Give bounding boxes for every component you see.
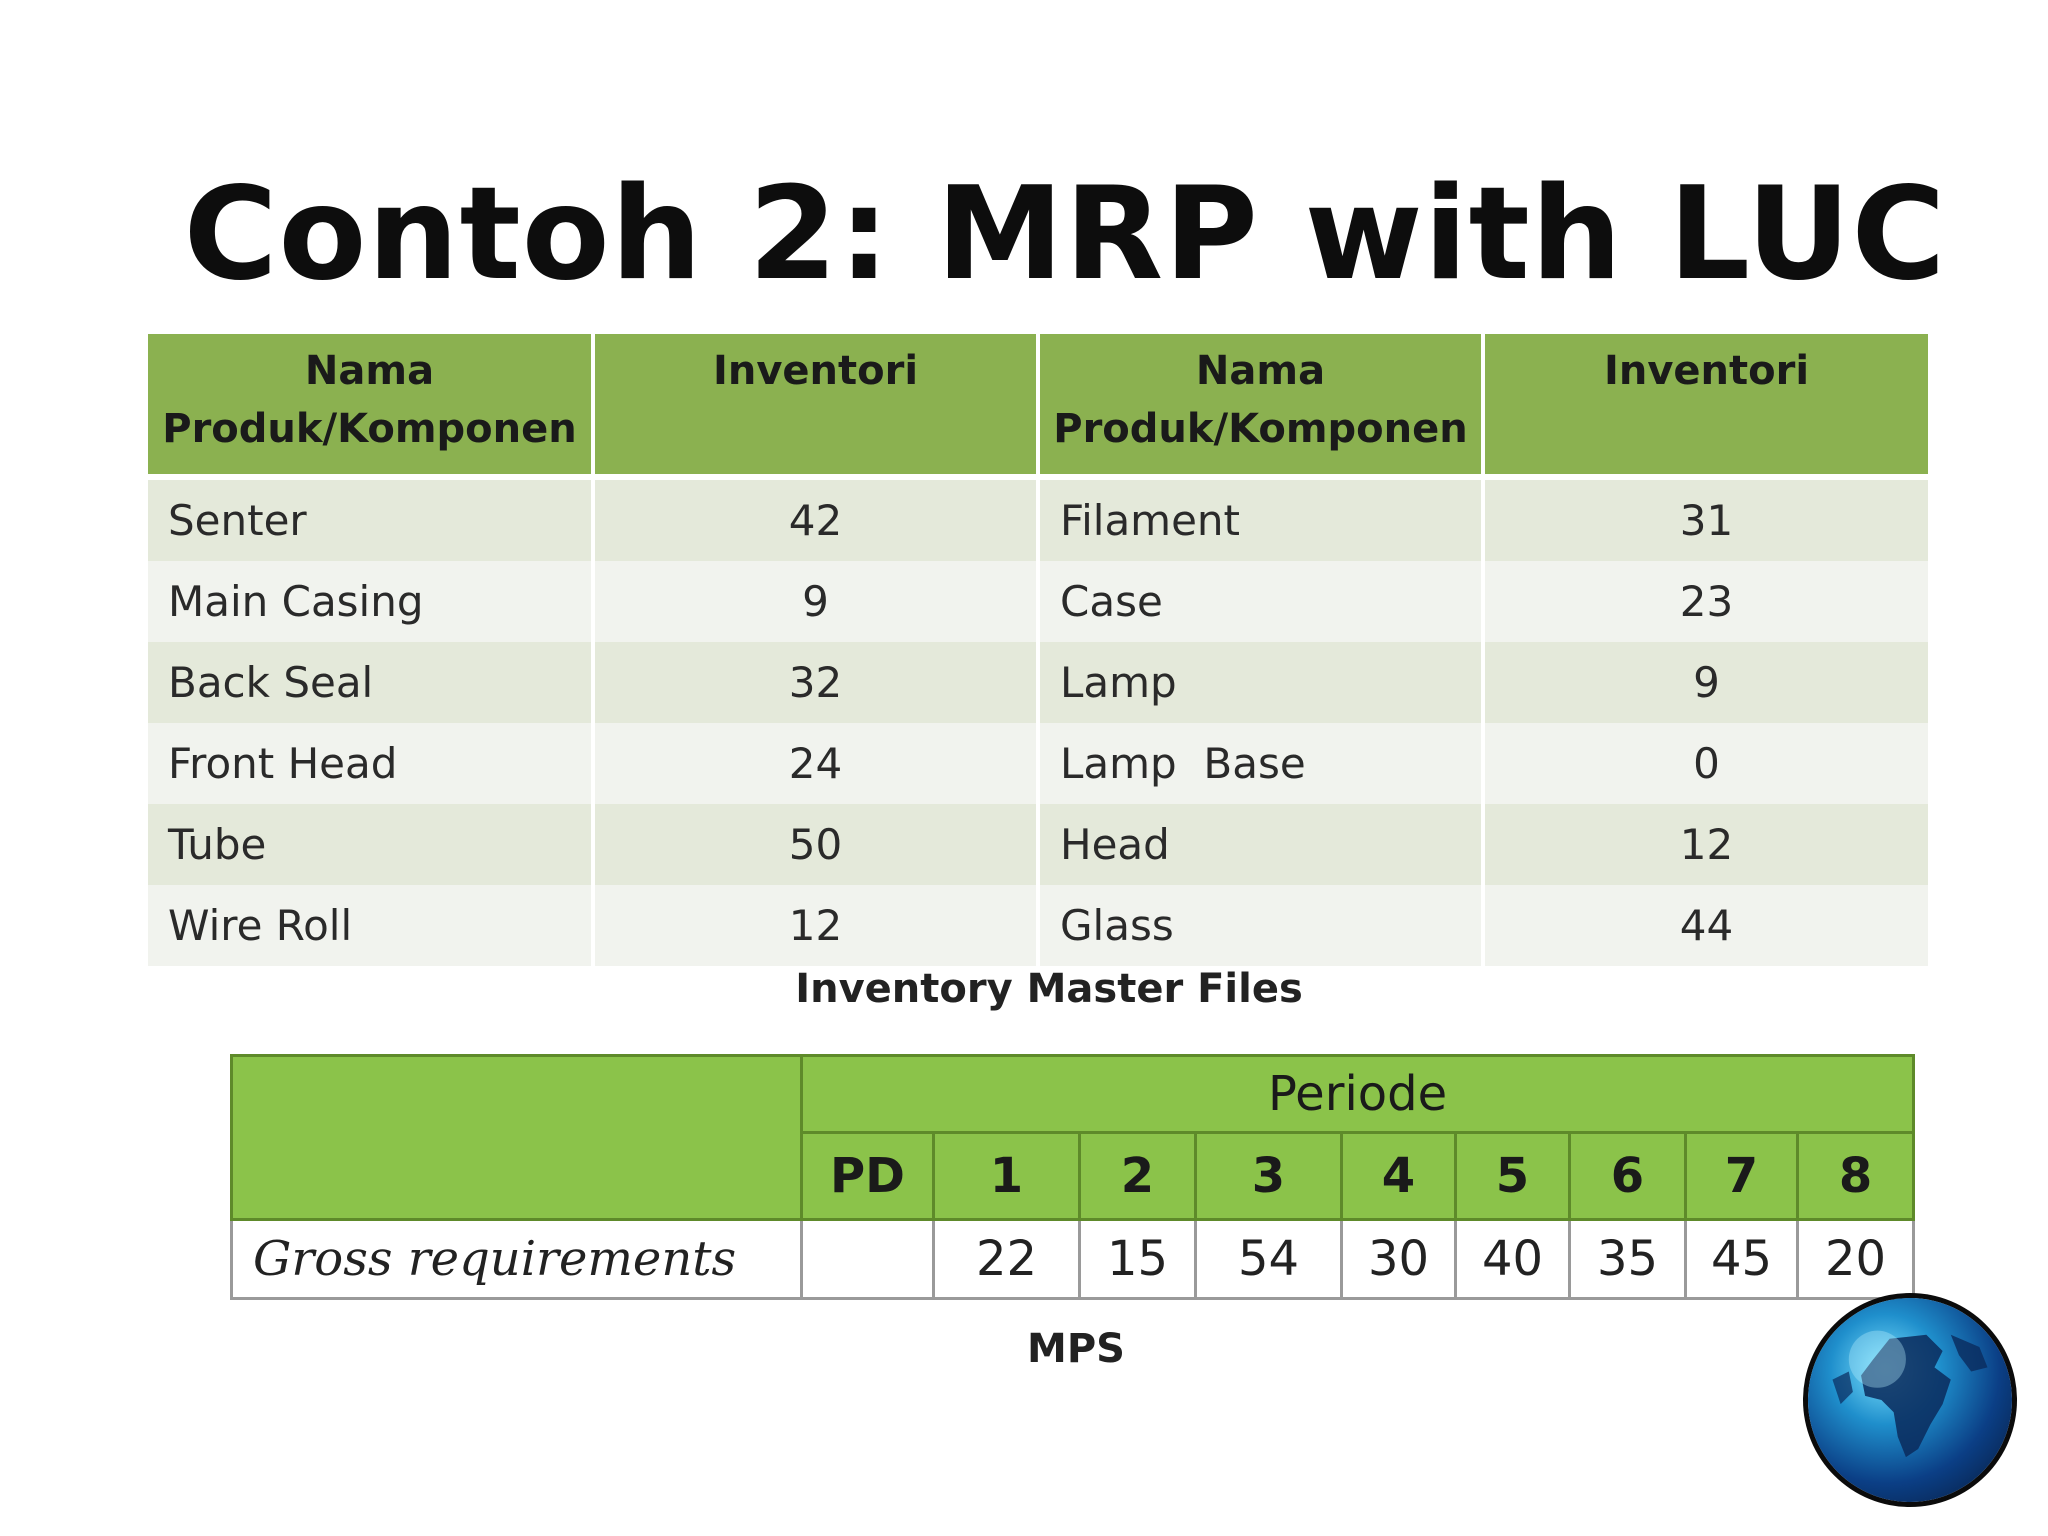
period-header-8: 8	[1798, 1133, 1914, 1220]
slide-title: Contoh 2: MRP with LUC	[183, 160, 1947, 309]
gross-req-3: 54	[1196, 1220, 1342, 1299]
inventory-value: 23	[1483, 561, 1928, 642]
header-nama-produk-1: Nama Produk/Komponen	[148, 334, 593, 477]
table-row	[148, 642, 1928, 723]
periode-header: Periode	[802, 1056, 1914, 1133]
globe-icon-graphic	[1808, 1298, 2012, 1502]
table-row	[148, 477, 1928, 561]
inventory-value: 50	[593, 804, 1038, 885]
gross-req-2: 15	[1080, 1220, 1196, 1299]
product-name: Lamp Base	[1038, 723, 1483, 804]
inventory-value: 12	[593, 885, 1038, 966]
period-header-pd: PD	[802, 1133, 934, 1220]
inventory-value: 32	[593, 642, 1038, 723]
header-inventori-1: Inventori	[593, 334, 1038, 477]
period-header-7: 7	[1686, 1133, 1798, 1220]
period-header-4: 4	[1342, 1133, 1456, 1220]
table-row	[148, 804, 1928, 885]
product-name: Wire Roll	[148, 885, 593, 966]
inventory-value: 9	[593, 561, 1038, 642]
inventory-caption: Inventory Master Files	[795, 966, 1303, 1012]
product-name: Senter	[148, 477, 593, 561]
product-name: Head	[1038, 804, 1483, 885]
period-header-1: 1	[934, 1133, 1080, 1220]
mps-caption: MPS	[1027, 1326, 1125, 1372]
gross-req-4: 30	[1342, 1220, 1456, 1299]
gross-requirements-label: Gross requirements	[232, 1220, 802, 1299]
inventory-value: 24	[593, 723, 1038, 804]
product-name: Case	[1038, 561, 1483, 642]
period-header-6: 6	[1570, 1133, 1686, 1220]
product-name: Glass	[1038, 885, 1483, 966]
product-name: Front Head	[148, 723, 593, 804]
inventory-value: 44	[1483, 885, 1928, 966]
gross-req-pd	[802, 1220, 934, 1299]
inventory-value: 12	[1483, 804, 1928, 885]
table-row	[148, 561, 1928, 642]
product-name: Main Casing	[148, 561, 593, 642]
period-header-2: 2	[1080, 1133, 1196, 1220]
gross-req-1: 22	[934, 1220, 1080, 1299]
gross-requirements-row	[232, 1220, 1914, 1299]
mps-table	[230, 1054, 1915, 1300]
product-name: Lamp	[1038, 642, 1483, 723]
period-header-5: 5	[1456, 1133, 1570, 1220]
product-name: Back Seal	[148, 642, 593, 723]
product-name: Filament	[1038, 477, 1483, 561]
inventory-value: 9	[1483, 642, 1928, 723]
gross-req-5: 40	[1456, 1220, 1570, 1299]
gross-req-7: 45	[1686, 1220, 1798, 1299]
inventory-master-table	[148, 334, 1928, 966]
header-inventori-2: Inventori	[1483, 334, 1928, 477]
product-name: Tube	[148, 804, 593, 885]
mps-corner-cell	[232, 1056, 802, 1220]
gross-req-6: 35	[1570, 1220, 1686, 1299]
period-header-3: 3	[1196, 1133, 1342, 1220]
header-nama-produk-2: Nama Produk/Komponen	[1038, 334, 1483, 477]
table-row	[148, 723, 1928, 804]
globe-icon	[1808, 1298, 2012, 1502]
table-row	[148, 885, 1928, 966]
inventory-value: 0	[1483, 723, 1928, 804]
inventory-value: 31	[1483, 477, 1928, 561]
gross-req-8: 20	[1798, 1220, 1914, 1299]
inventory-value: 42	[593, 477, 1038, 561]
